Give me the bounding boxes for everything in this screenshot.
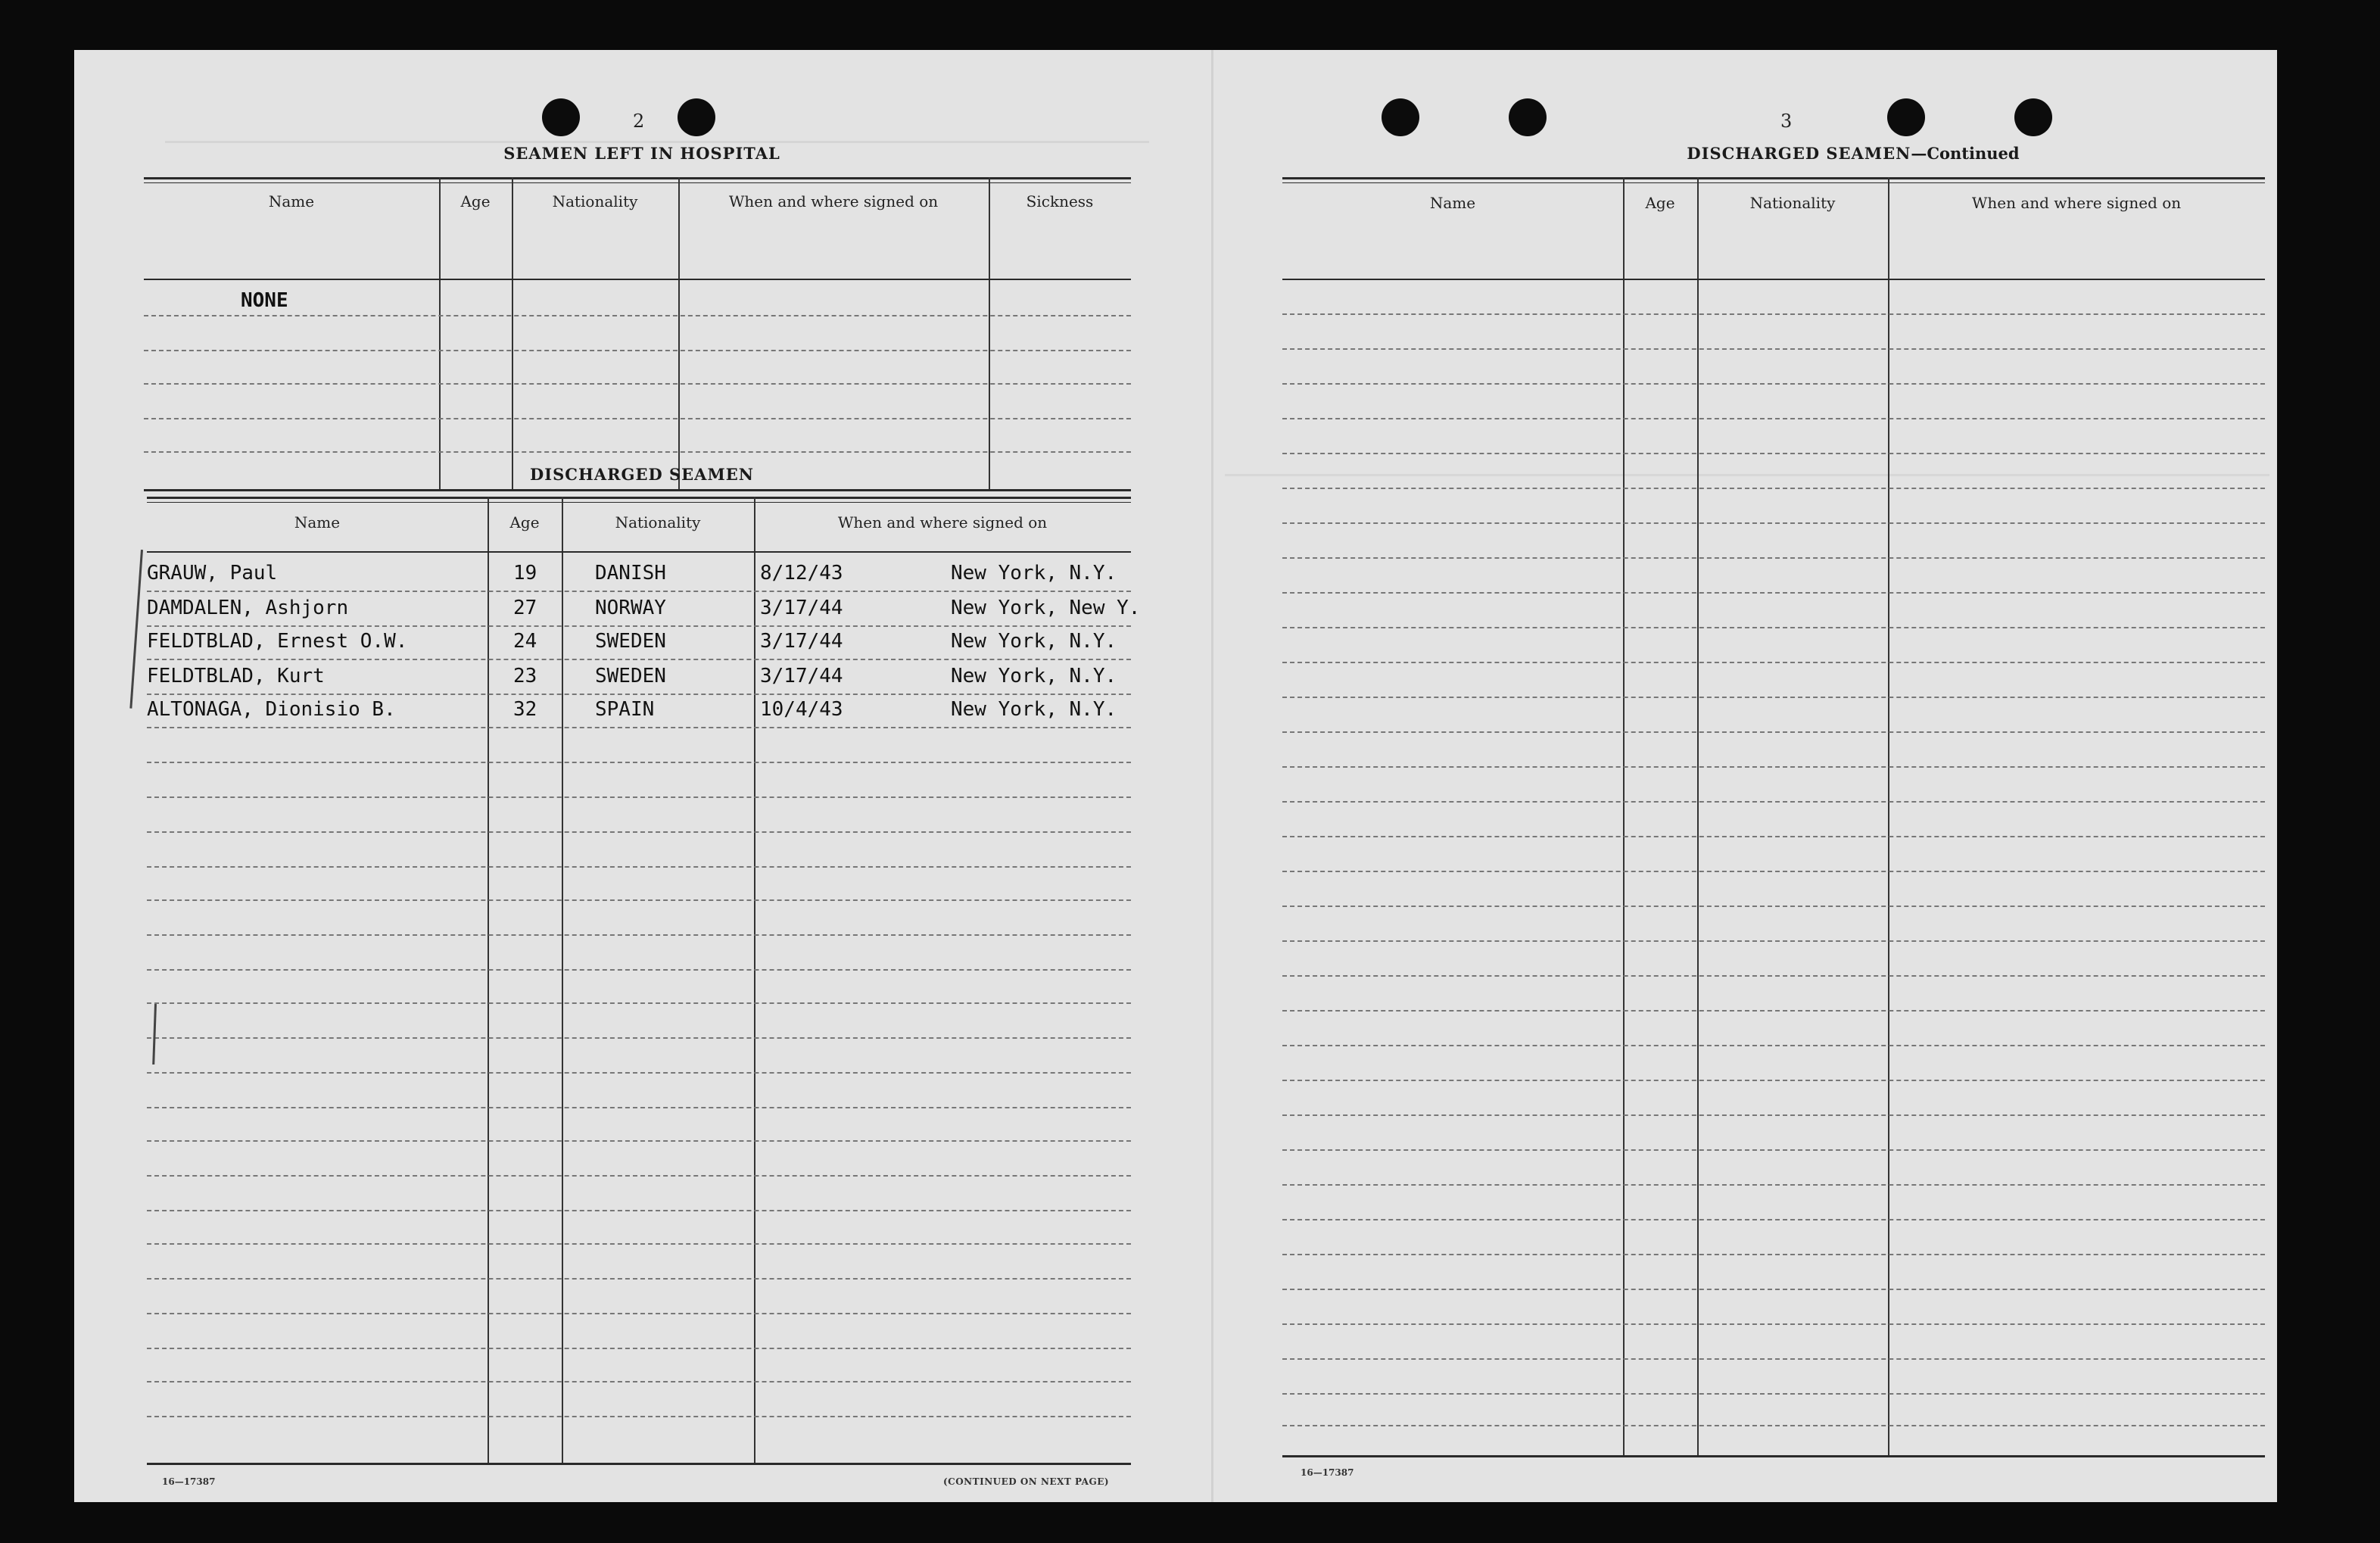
- column-header-name: Name: [268, 192, 315, 210]
- binder-hole: [542, 98, 580, 136]
- signed-on-date: 3/17/44: [760, 630, 843, 653]
- column-header-nationality: Nationality: [615, 513, 701, 531]
- page-fold: [1211, 50, 1213, 1502]
- hospital-entry: NONE: [241, 289, 288, 312]
- seaman-age: 19: [513, 562, 537, 584]
- seaman-nationality: SPAIN: [595, 698, 655, 721]
- binder-hole: [678, 98, 715, 136]
- seaman-age: 24: [513, 630, 537, 653]
- column-header-signed-on: When and where signed on: [837, 513, 1048, 531]
- discharged-section-title: DISCHARGED SEAMEN: [530, 465, 754, 484]
- form-number-left: 16—17387: [162, 1476, 216, 1487]
- binder-hole: [1509, 98, 1547, 136]
- signed-on-place: New York, N.Y.: [951, 665, 1117, 687]
- discharged-title-main: DISCHARGED SEAMEN: [1687, 144, 1911, 163]
- discharged-title-suffix: —Continued: [1911, 144, 2020, 163]
- binder-hole: [1887, 98, 1925, 136]
- seaman-nationality: SWEDEN: [595, 665, 666, 687]
- signed-on-place: New York, N.Y.: [951, 698, 1117, 721]
- continued-note: (CONTINUED ON NEXT PAGE): [943, 1476, 1110, 1487]
- seaman-nationality: DANISH: [595, 562, 666, 584]
- seaman-name: ALTONAGA, Dionisio B.: [147, 698, 396, 721]
- pencil-tick-mark: [129, 550, 143, 709]
- document-sheet: [74, 50, 2277, 1502]
- hospital-section-title: SEAMEN LEFT IN HOSPITAL: [503, 144, 780, 163]
- signed-on-date: 10/4/43: [760, 698, 843, 721]
- column-header-signed-on: When and where signed on: [1971, 194, 2182, 212]
- signed-on-date: 3/17/44: [760, 597, 843, 619]
- page-number-left: 2: [633, 111, 645, 132]
- signed-on-date: 8/12/43: [760, 562, 843, 584]
- signed-on-place: New York, New Y.: [951, 597, 1141, 619]
- form-number-right: 16—17387: [1301, 1467, 1354, 1478]
- signed-on-date: 3/17/44: [760, 665, 843, 687]
- column-header-nationality: Nationality: [552, 192, 638, 210]
- seaman-name: GRAUW, Paul: [147, 562, 278, 584]
- column-header-age: Age: [460, 192, 491, 210]
- discharged-continued-title: [1588, 144, 2118, 163]
- seaman-age: 32: [513, 698, 537, 721]
- discharged-continued-table: [1282, 177, 2265, 1461]
- column-header-name: Name: [1429, 194, 1476, 212]
- seaman-age: 27: [513, 597, 537, 619]
- discharged-table: [147, 497, 1141, 1467]
- column-header-age: Age: [509, 513, 540, 531]
- signed-on-place: New York, N.Y.: [951, 630, 1117, 653]
- column-header-name: Name: [294, 513, 341, 531]
- seaman-nationality: SWEDEN: [595, 630, 666, 653]
- column-header-signed-on: When and where signed on: [728, 192, 939, 210]
- column-header-nationality: Nationality: [1749, 194, 1836, 212]
- seaman-nationality: NORWAY: [595, 597, 666, 619]
- page-number-right: 3: [1780, 111, 1793, 132]
- seaman-age: 23: [513, 665, 537, 687]
- binder-hole: [2014, 98, 2052, 136]
- signed-on-place: New York, N.Y.: [951, 562, 1117, 584]
- seaman-name: FELDTBLAD, Kurt: [147, 665, 325, 687]
- hospital-table: [144, 177, 1131, 495]
- binder-hole: [1382, 98, 1419, 136]
- column-header-sickness: Sickness: [1026, 192, 1094, 210]
- seaman-name: FELDTBLAD, Ernest O.W.: [147, 630, 408, 653]
- column-header-age: Age: [1645, 194, 1675, 212]
- seaman-name: DAMDALEN, Ashjorn: [147, 597, 349, 619]
